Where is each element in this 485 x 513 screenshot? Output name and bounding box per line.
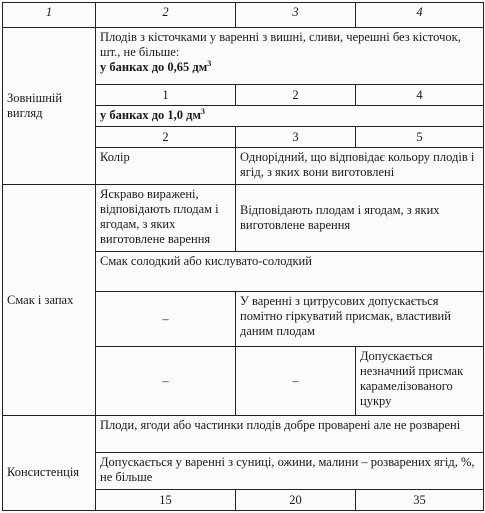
- taste-dash-1: –: [96, 292, 236, 347]
- taste-match-text: Відповідають плодам і ягодам, з яких виготовлене варення: [236, 185, 484, 252]
- jar-10-value-1: 2: [96, 127, 236, 148]
- color-text: Однорідний, що відповідає кольору плодів і ягід, з яких вони виготовлені: [236, 148, 484, 185]
- table-row: [3, 185, 484, 252]
- consistency-cooked-text: Плоди, ягоди або частинки плодів добре проварені але не розварені: [96, 416, 484, 453]
- consistency-overcooked-text: Допускається у варенні з суниці, ожини, малини – розварених ягід, %, не більше: [96, 453, 484, 490]
- table-row: [3, 28, 484, 85]
- header-col-3: 3: [236, 3, 356, 28]
- taste-label: Смак і запах: [3, 185, 96, 416]
- taste-citrus-text: У варенні з цитрусових допускається помітно гіркуватий присмак, властивий даним плодам: [236, 292, 484, 347]
- consistency-value-1: 15: [96, 490, 236, 511]
- jar-10-label: у банках до 1,0 $дм^3$: [96, 106, 484, 127]
- header-col-4: 4: [356, 3, 484, 28]
- taste-bright-text: Яскраво виражені, відповідають плодам і ягодам, з яких виготовлене варення: [96, 185, 236, 252]
- appearance-pits-text: [96, 28, 484, 85]
- taste-dash-2: –: [96, 347, 236, 416]
- jar-065-label: у банках до 0,65 $дм^3$: [100, 58, 212, 74]
- pits-description: Плодів з кісточками у варенні з вишні, сливи, черешні без кісточок, шт., не більше:: [100, 30, 461, 59]
- jar-065-value-2: 2: [236, 85, 356, 106]
- jar-065-value-3: 4: [356, 85, 484, 106]
- jar-065-value-1: 1: [96, 85, 236, 106]
- taste-dash-3: –: [236, 347, 356, 416]
- jar-10-value-3: 5: [356, 127, 484, 148]
- header-col-1: 1: [3, 3, 96, 28]
- header-col-2: 2: [96, 3, 236, 28]
- quality-indicators-table: [2, 2, 484, 511]
- jar-10-value-2: 3: [236, 127, 356, 148]
- table-header-row: [3, 3, 484, 28]
- table-row: [3, 416, 484, 453]
- appearance-label: Зовнішній вигляд: [3, 28, 96, 185]
- taste-caramel-text: Допускається незначний присмак карамелізованого цукру: [356, 347, 484, 416]
- color-label: Колір: [96, 148, 236, 185]
- consistency-label: Консистенція: [3, 416, 96, 511]
- consistency-value-2: 20: [236, 490, 356, 511]
- taste-sweet-text: Смак солодкий або кислувато-солодкий: [96, 252, 484, 292]
- consistency-value-3: 35: [356, 490, 484, 511]
